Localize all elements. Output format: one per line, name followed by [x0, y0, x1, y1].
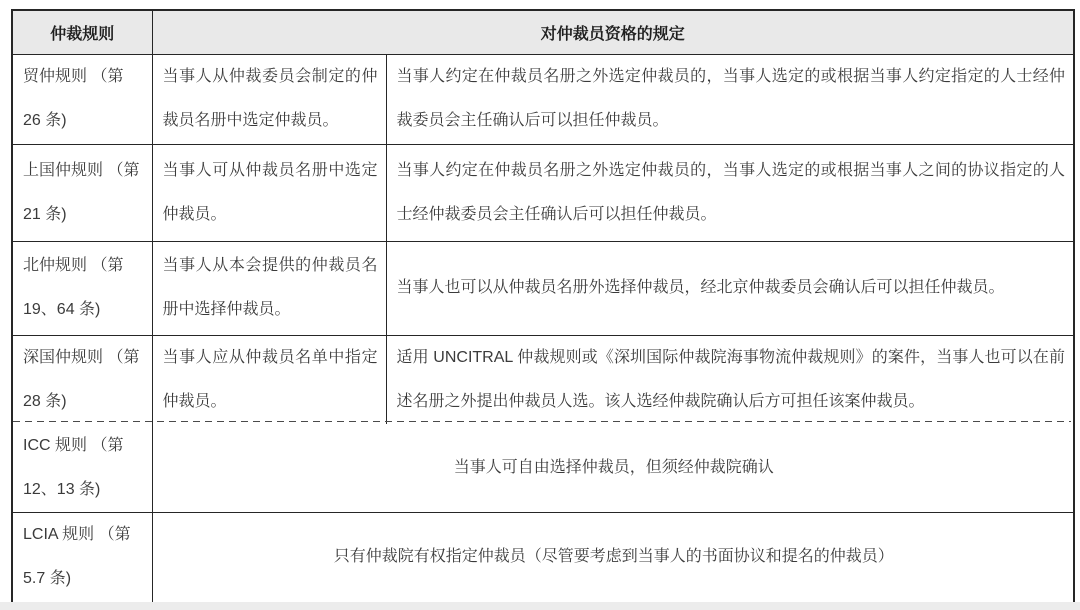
table-row-shiac — [12, 144, 1074, 241]
rule-name-cell — [12, 424, 152, 513]
rule-name-line1: 深国仲规则 （第 — [23, 348, 140, 366]
table-row-cietac — [12, 54, 1074, 144]
rule-name-line2: 28 条) — [23, 392, 67, 410]
rule-name-line2: 19、64 条) — [23, 301, 101, 318]
header-cell-arbitrator-qualification: 对仲裁员资格的规定 — [152, 10, 1074, 54]
from-roster-cell: 当事人从本会提供的仲裁员名册中选择仲裁员。 — [152, 241, 386, 335]
outside-roster-cell: 当事人约定在仲裁员名册之外选定仲裁员的，当事人选定的或根据当事人之间的协议指定的人士经仲裁委员会主任确认后可以担任仲裁员。 — [386, 144, 1074, 241]
from-roster-cell: 当事人应从仲裁员名单中指定仲裁员。 — [152, 335, 386, 424]
page-bottom-edge — [0, 602, 1080, 610]
rule-name-cell — [12, 54, 152, 144]
rule-name-cell — [12, 241, 152, 335]
rule-name-line2: 12、13 条) — [23, 480, 101, 498]
provision-cell: 当事人可自由选择仲裁员，但须经仲裁院确认 — [152, 424, 1074, 513]
rule-name-cell — [12, 513, 152, 603]
rule-name-line1: 上国仲规则 （第 — [23, 161, 140, 179]
rule-name-line2: 5.7 条) — [23, 570, 72, 588]
rule-name-line1: 北仲规则 （第 — [23, 257, 124, 274]
arbitration-rules-table — [11, 9, 1075, 604]
outside-roster-cell: 适用 UNCITRAL 仲裁规则或《深圳国际仲裁院海事物流仲裁规则》的案件，当事人也可以在前述名册之外提出仲裁员人选。该人选经仲裁院确认后方可担任该案仲裁员。 — [386, 335, 1074, 424]
rule-name-cell — [12, 335, 152, 424]
from-roster-cell: 当事人可从仲裁员名册中选定仲裁员。 — [152, 144, 386, 241]
rule-name-line1: 贸仲规则 （第 — [23, 68, 124, 85]
table-row-bac — [12, 241, 1074, 335]
provision-cell: 只有仲裁院有权指定仲裁员（尽管要考虑到当事人的书面协议和提名的仲裁员） — [152, 513, 1074, 603]
outside-roster-cell: 当事人也可以从仲裁员名册外选择仲裁员，经北京仲裁委员会确认后可以担任仲裁员。 — [386, 241, 1074, 335]
table-row-scia — [12, 335, 1074, 424]
table-row-icc — [12, 424, 1074, 513]
from-roster-cell: 当事人从仲裁委员会制定的仲裁员名册中选定仲裁员。 — [152, 54, 386, 144]
rule-name-line1: LCIA 规则 （第 — [23, 526, 131, 544]
rule-name-line2: 26 条) — [23, 112, 67, 129]
outside-roster-cell: 当事人约定在仲裁员名册之外选定仲裁员的，当事人选定的或根据当事人约定指定的人士经仲裁委员会主任确认后可以担任仲裁员。 — [386, 54, 1074, 144]
table-row-lcia — [12, 513, 1074, 603]
table-header-row — [12, 10, 1074, 54]
rule-name-line1: ICC 规则 （第 — [23, 436, 124, 454]
rule-name-cell — [12, 144, 152, 241]
rule-name-line2: 21 条) — [23, 205, 67, 223]
dashed-row-divider — [13, 421, 1071, 422]
header-cell-arbitration-rules: 仲裁规则 — [12, 10, 152, 54]
